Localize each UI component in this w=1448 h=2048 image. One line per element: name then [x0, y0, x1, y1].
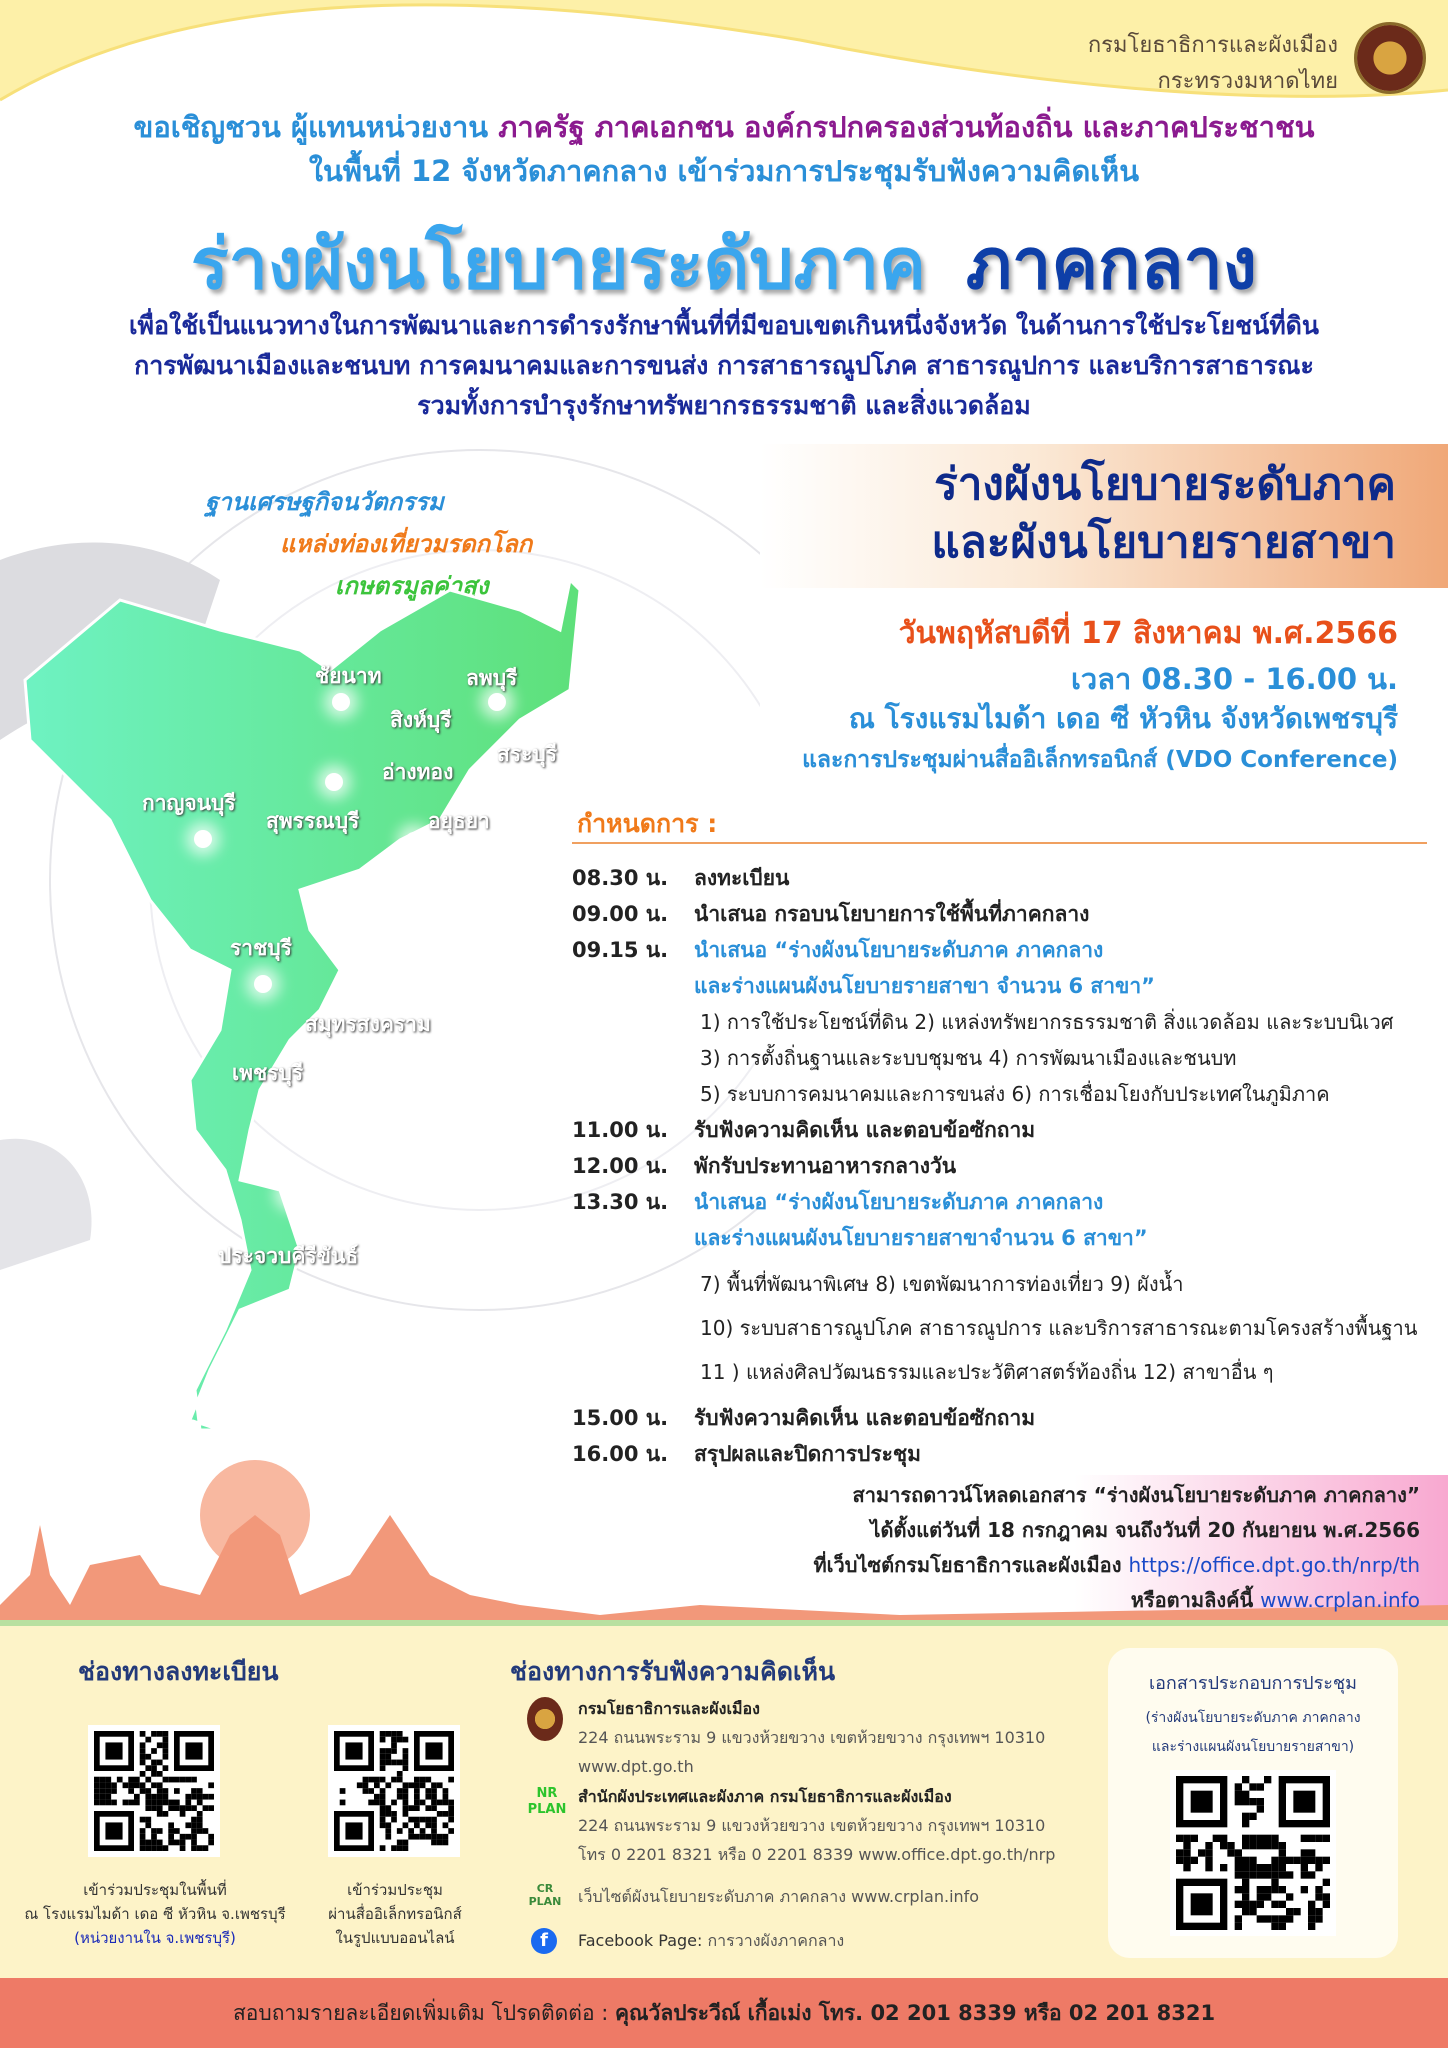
- description-line: รวมทั้งการบำรุงรักษาทรัพยากรธรรมชาติ และสิ่งแวดล้อม: [417, 391, 1031, 420]
- province-label: สมุทรสงคราม: [305, 1012, 431, 1036]
- event-heading1: ร่างผังนโยบายระดับภาค: [934, 459, 1396, 510]
- invite-part1: ขอเชิญชวน ผู้แทนหน่วยงาน: [133, 110, 489, 144]
- event-online: และการประชุมผ่านสื่ออิเล็กทรอนิกส์ (VDO Conference): [802, 747, 1398, 773]
- schedule-heading: กำหนดการ :: [577, 809, 718, 838]
- documents-qr[interactable]: [1170, 1770, 1336, 1936]
- province-dot: [405, 832, 423, 850]
- province-dot: [495, 772, 513, 790]
- schedule-activity: พักรับประทานอาหารกลางวัน: [694, 1154, 957, 1178]
- schedule-time: 13.30 น.: [572, 1190, 669, 1214]
- dpt-seal-logo: [1354, 22, 1426, 94]
- documents-sub-line: (ร่างผังนโยบายระดับภาค ภาคกลาง: [1145, 1710, 1361, 1726]
- province-label: ชัยนาท: [315, 664, 382, 688]
- facebook-page-name: การวางผังภาคกลาง: [707, 1931, 845, 1950]
- province-dot: [282, 1185, 300, 1203]
- event-date: วันพฤหัสบดีที่ 17 สิงหาคม พ.ศ.2566: [898, 616, 1398, 651]
- caption-line: ณ โรงแรมไมด้า เดอ ซี หัวหิน จ.เพชรบุรี: [24, 1905, 286, 1923]
- province-dot: [254, 975, 272, 993]
- province-dot: [194, 830, 212, 848]
- schedule-activity: ลงทะเบียน: [694, 866, 790, 890]
- schedule-activity: สรุปผลและปิดการประชุม: [694, 1442, 922, 1466]
- crplan-link[interactable]: www.crplan.info: [1260, 1588, 1420, 1612]
- event-time: เวลา 08.30 - 16.00 น.: [1071, 662, 1398, 696]
- schedule-divider: [572, 842, 1427, 844]
- schedule-subitem: 5) ระบบการคมนาคมและการขนส่ง 6) การเชื่อมโยงกับประเทศในภูมิภาค: [700, 1082, 1330, 1106]
- schedule-subitem: 3) การตั้งถิ่นฐานและระบบชุมชน 4) การพัฒนาเมืองและชนบท: [700, 1046, 1237, 1070]
- province-label: สระบุรี: [497, 742, 557, 766]
- invitation-line2: ในพื้นที่ 12 จังหวัดภาคกลาง เข้าร่วมการประชุมรับฟังความคิดเห็น: [308, 154, 1140, 188]
- schedule-subitem: 1) การใช้ประโยชน์ที่ดิน 2) แหล่งทรัพยากรธรรมชาติ สิ่งแวดล้อม และระบบนิเวศ: [700, 1010, 1394, 1034]
- province-dot: [488, 693, 506, 711]
- footer-contact: [0, 1978, 1448, 2048]
- province-label: กาญจนบุรี: [142, 791, 236, 815]
- channel-address: 224 ถนนพระราม 9 แขวงห้วยขวาง เขตห้วยขวาง กรุงเทพฯ 10310: [578, 1728, 1046, 1747]
- download-line: สามารถดาวน์โหลดเอกสาร “ร่างผังนโยบายระดับภาค ภาคกลาง”: [852, 1483, 1420, 1507]
- caption-line: เข้าร่วมประชุมในพื้นที่: [83, 1881, 227, 1899]
- province-dot: [325, 773, 343, 791]
- channel-contact: โทร 0 2201 8321 หรือ 0 2201 8339 www.office.dpt.go.th/nrp: [578, 1845, 1056, 1864]
- province-label: สิงห์บุรี: [390, 708, 452, 732]
- event-heading: [931, 456, 1396, 572]
- download-line: ที่เว็บไซต์กรมโยธาธิการและผังเมือง: [813, 1553, 1122, 1577]
- schedule-item: [572, 860, 1432, 896]
- tag-high-value-agriculture: เกษตรมูลค่าสูง: [335, 572, 489, 600]
- province-label: ประจวบคีรีขันธ์: [218, 1244, 359, 1268]
- schedule-time: 09.15 น.: [572, 938, 669, 962]
- channel-address: 224 ถนนพระราม 9 แขวงห้วยขวาง เขตห้วยขวาง กรุงเทพฯ 10310: [578, 1816, 1046, 1835]
- title-region: ภาคกลาง: [965, 223, 1257, 305]
- schedule-subitem: 10) ระบบสาธารณูปโภค สาธารณูปการ และบริการสาธารณะตามโครงสร้างพื้นฐาน: [700, 1316, 1418, 1340]
- channel-web[interactable]: www.dpt.go.th: [578, 1757, 694, 1776]
- province-dot: [332, 693, 350, 711]
- province-label: เพชรบุรี: [232, 1061, 304, 1085]
- schedule-item: [572, 1148, 1432, 1184]
- caption-line: ผ่านสื่ออิเล็กทรอนิกส์: [328, 1905, 462, 1923]
- documents-sub-line: และร่างแผนผังนโยบายรายสาขา): [1151, 1739, 1355, 1755]
- province-label: ลพบุรี: [466, 666, 518, 690]
- facebook-icon: f: [531, 1928, 557, 1954]
- schedule-time: 15.00 น.: [572, 1406, 669, 1430]
- registration-qr-online[interactable]: [328, 1725, 460, 1857]
- schedule-activity: และร่างแผนผังนโยบายรายสาขาจำนวน 6 สาขา”: [694, 1226, 1148, 1250]
- event-heading2: และผังนโยบายรายสาขา: [931, 517, 1396, 568]
- schedule-item: [572, 1400, 1432, 1436]
- footer-contact-person: คุณวัลประวีณ์ เกื้อเม่ง โทร. 02 201 8339 หรือ 02 201 8321: [615, 2001, 1216, 2025]
- channel-name: กรมโยธาธิการและผังเมือง: [578, 1699, 760, 1718]
- page-title: [0, 208, 1448, 319]
- province-label: สุพรรณบุรี: [266, 809, 360, 833]
- schedule-activity: นำเสนอ “ร่างผังนโยบายระดับภาค ภาคกลาง: [694, 1190, 1104, 1214]
- central-region-map: [0, 570, 600, 1440]
- org-line2: กระทรวงมหาดไทย: [1157, 69, 1338, 94]
- channel-dpt: [578, 1694, 1045, 1781]
- dpt-seal-icon: [527, 1697, 563, 1741]
- organization-name: [1088, 28, 1338, 100]
- cr-plan-logo-text: CR PLAN: [528, 1882, 562, 1908]
- caption-line: เข้าร่วมประชุม: [347, 1881, 443, 1899]
- schedule-activity: รับฟังความคิดเห็น และตอบข้อซักถาม: [694, 1118, 1036, 1142]
- channels-heading: ช่องทางการรับฟังความคิดเห็น: [510, 1657, 836, 1686]
- footer-prefix: สอบถามรายละเอียดเพิ่มเติม โปรดติดต่อ :: [232, 2001, 609, 2025]
- documents-sub: [1108, 1704, 1398, 1762]
- schedule-subitem: 7) พื้นที่พัฒนาพิเศษ 8) เขตพัฒนาการท่องเที่ยว 9) ผังน้ำ: [700, 1272, 1184, 1296]
- caption-line: ในรูปแบบออนไลน์: [335, 1929, 455, 1947]
- facebook-label: Facebook Page:: [578, 1931, 703, 1950]
- schedule-subitem: 11 ) แหล่งศิลปวัฒนธรรมและประวัติศาสตร์ท้องถิ่น 12) สาขาอื่น ๆ: [700, 1360, 1274, 1384]
- schedule-item: [572, 896, 1432, 932]
- tag-innovation-economy: ฐานเศรษฐกิจนวัตกรรม: [205, 488, 444, 516]
- download-line: หรือตามลิงค์นี้: [1130, 1588, 1254, 1612]
- download-info: [814, 1478, 1421, 1618]
- province-label: อยุธยา: [428, 809, 490, 833]
- schedule-activity: และร่างแผนผังนโยบายรายสาขา จำนวน 6 สาขา”: [694, 974, 1155, 998]
- description: [0, 306, 1448, 426]
- schedule-item: [572, 932, 1432, 968]
- channel-facebook[interactable]: [578, 1926, 844, 1955]
- download-line: ได้ตั้งแต่วันที่ 18 กรกฎาคม จนถึงวันที่ 20 กันยายน พ.ศ.2566: [870, 1518, 1420, 1542]
- schedule-time: 11.00 น.: [572, 1118, 669, 1142]
- title-main: ร่างผังนโยบายระดับภาค: [191, 223, 926, 305]
- channel-crplan-website[interactable]: เว็บไซต์ผังนโยบายระดับภาค ภาคกลาง www.crplan.info: [578, 1887, 980, 1906]
- schedule-item-cont: [572, 968, 1432, 1004]
- caption-line: (หน่วยงานใน จ.เพชรบุรี): [74, 1929, 236, 1947]
- event-venue: ณ โรงแรมไมด้า เดอ ซี หัวหิน จังหวัดเพชรบุรี: [848, 702, 1398, 735]
- schedule-list: [572, 860, 1432, 1472]
- invite-part2: ภาครัฐ ภาคเอกชน องค์กรปกครองส่วนท้องถิ่น และภาคประชาชน: [498, 110, 1315, 144]
- nr-plan-logo-text: NR PLAN: [527, 1786, 567, 1817]
- schedule-activity: รับฟังความคิดเห็น และตอบข้อซักถาม: [694, 1406, 1036, 1430]
- registration-heading: ช่องทางลงทะเบียน: [78, 1657, 279, 1686]
- channel-nrp: [578, 1782, 1055, 1869]
- cr-plan-logo: [527, 1882, 563, 1908]
- org-line1: กรมโยธาธิการและผังเมือง: [1087, 33, 1338, 58]
- description-line: การพัฒนาเมืองและชนบท การคมนาคมและการขนส่ง การสาธารณูปโภค สาธารณูปการ และบริการสาธารณะ: [134, 351, 1314, 380]
- tag-world-heritage: แหล่งท่องเที่ยวมรดกโลก: [280, 530, 533, 558]
- dpt-nrp-link[interactable]: https://office.dpt.go.th/nrp/th: [1128, 1553, 1420, 1577]
- invitation-line1: [0, 104, 1448, 150]
- schedule-activity: นำเสนอ กรอบนโยบายการใช้พื้นที่ภาคกลาง: [694, 902, 1090, 926]
- schedule-time: 12.00 น.: [572, 1154, 669, 1178]
- schedule-activity: นำเสนอ “ร่างผังนโยบายระดับภาค ภาคกลาง: [694, 938, 1104, 962]
- nr-plan-logo: [527, 1786, 567, 1818]
- qr1-caption: [0, 1878, 310, 1950]
- schedule-item-cont: [572, 1220, 1432, 1256]
- schedule-time: 09.00 น.: [572, 902, 669, 926]
- schedule-item: [572, 1184, 1432, 1220]
- qr2-caption: [300, 1878, 490, 1950]
- description-line: เพื่อใช้เป็นแนวทางในการพัฒนาและการดำรงรักษาพื้นที่ที่มีขอบเขตเกินหนึ่งจังหวัด ในด้านการใช้ประโยชน์ที่ดิน: [128, 311, 1320, 340]
- province-label: อ่างทอง: [382, 760, 454, 784]
- schedule-time: 08.30 น.: [572, 866, 669, 890]
- province-label: ราชบุรี: [230, 936, 292, 960]
- documents-heading: เอกสารประกอบการประชุม: [1148, 1673, 1358, 1694]
- registration-qr-onsite[interactable]: [88, 1725, 220, 1857]
- schedule-time: 16.00 น.: [572, 1442, 669, 1466]
- schedule-item: [572, 1112, 1432, 1148]
- channel-name: สำนักผังประเทศและผังภาค กรมโยธาธิการและผังเมือง: [578, 1787, 952, 1806]
